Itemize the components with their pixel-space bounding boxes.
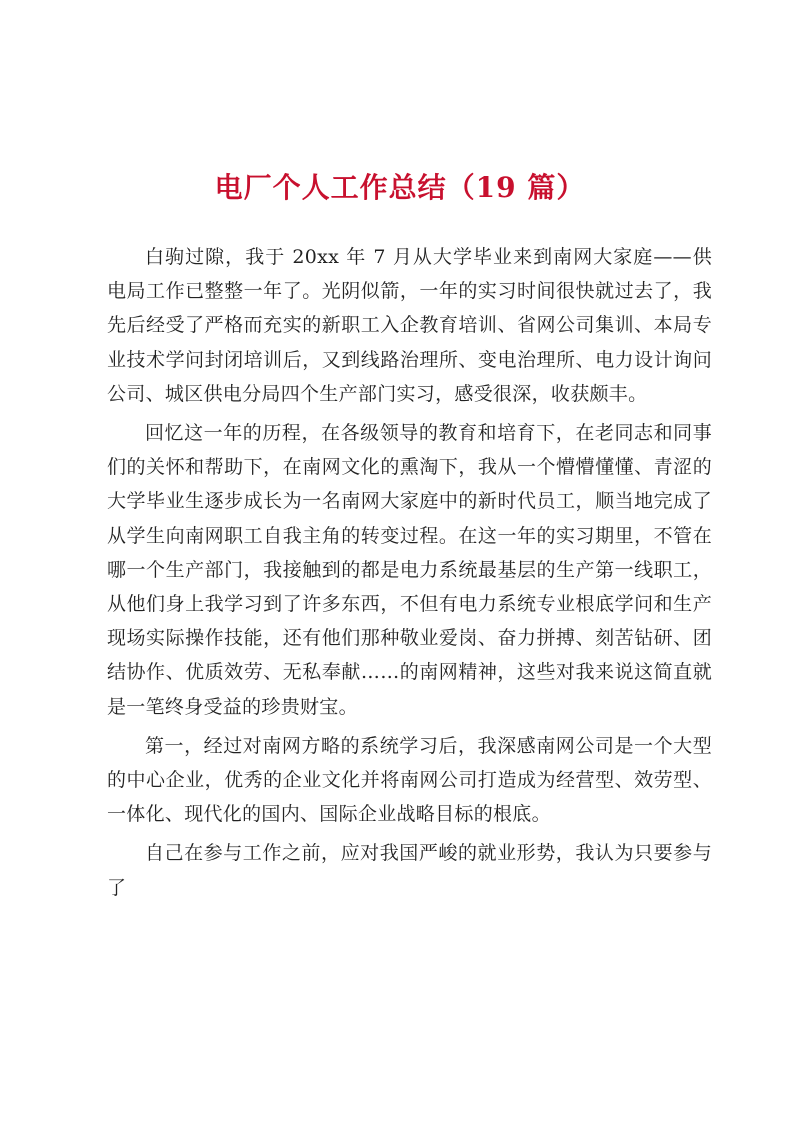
paragraph-3: 第一，经过对南网方略的系统学习后，我深感南网公司是一个大型的中心企业，优秀的企业文化并将南网公司打造成为经营型、效劳型、一体化、现代化的国内、国际企业战略目标的根底。 — [107, 734, 712, 826]
document-title: 电厂个人工作总结（19 篇） — [214, 171, 586, 204]
paragraph-2: 回忆这一年的历程，在各级领导的教育和培育下，在老同志和同事们的关怀和帮助下，在南网文化的熏淘下，我从一个懵懵懂懂、青涩的大学毕业生逐步成长为一名南网大家庭中的新时代员工，顺当地完成了从学生向南网职工自我主角的转变过程。在这一年的实习期里，不管在哪一个生产部门，我接触到的都是电力系统最基层的生产第一线职工，从他们身上我学习到了许多东西，不但有电力系统专业根底学问和生产现场实际操作技能，还有他们那种敬业爱岗、奋力拼搏、刻苦钻研、团结协作、优质效劳、无私奉献……的南网精神，这些对我来说这简直就是一笔终身受益的珍贵财宝。 — [107, 422, 712, 718]
paragraph-4: 自己在参与工作之前，应对我国严峻的就业形势，我认为只要参与了 — [107, 842, 712, 899]
paragraph-1: 白驹过隙，我于 20xx 年 7 月从大学毕业来到南网大家庭——供电局工作已整整一年了。光阴似箭，一年的实习时间很快就过去了，我先后经受了严格而充实的新职工入企教育培训、省网公司集训、本局专业技术学问封闭培训后，又到线路治理所、变电治理所、电力设计询问公司、城区供电分局四个生产部门实习，感受很深，收获颇丰。 — [107, 246, 712, 405]
document-body — [107, 240, 712, 910]
